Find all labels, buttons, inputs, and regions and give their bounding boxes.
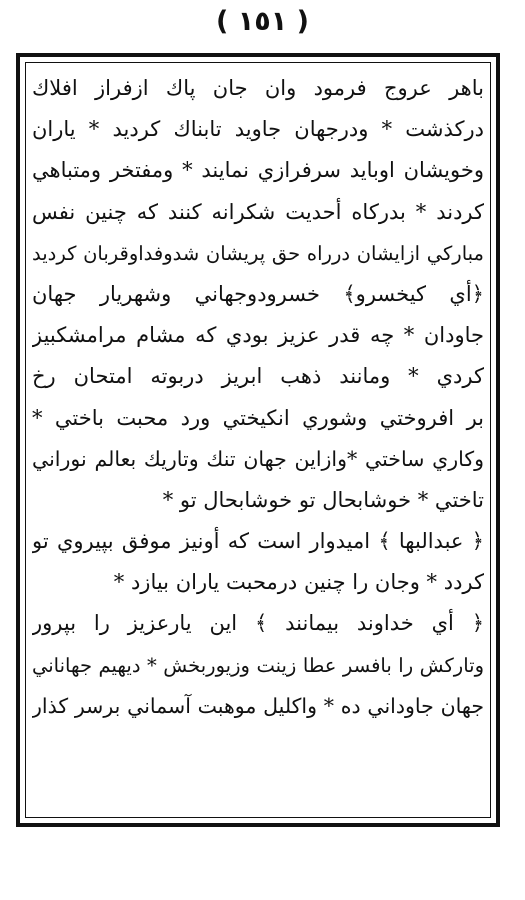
text-line: جاودان * چه قدر عزيز بودي كه مشام مرامشكبيز	[32, 323, 484, 348]
text-line: وخويشان اوبايد سرفرازي نمايند * ومفتخر ومتباهي	[32, 158, 484, 183]
text-line: ﴿أي كيخسرو﴾ خسرودوجهاني وشهريار جهان	[32, 281, 484, 306]
text-line: ﴿ عبدالبها ﴾ اميدوار است كه أونيز موفق بپيروي تو	[32, 529, 484, 554]
text-line: وكاري ساختي *وازاين جهان تنك وتاريك بعالم نوراني	[32, 446, 484, 471]
text-line: بر افروختي وشوري انكيختي ورد محبت باختي *	[32, 405, 484, 430]
text-line: تاختي * خوشابحال تو خوشابحال تو *	[162, 487, 484, 512]
text-line: كردد * وجان را چنين درمحبت ياران بيازد *	[113, 570, 484, 595]
page-number: ( ١٥١ )	[216, 6, 309, 37]
text-line: ﴿ أي خداوند بيمانند ﴾ اين يارعزيز را بپرور	[32, 611, 484, 636]
body-text	[32, 68, 484, 812]
text-line: كردند * بدركاه أحديت شكرانه كنند كه چنين نفس	[32, 199, 484, 224]
text-line: مباركي ازايشان درراه حق پريشان شدوفداوقربان كرديد	[32, 241, 484, 265]
text-line: كردي * ومانند ذهب ابريز دربوته امتحان رخ	[32, 364, 484, 389]
text-line: وتاركش را بافسر عطا زينت وزيوربخش * ديهيم جهاناني	[32, 653, 484, 677]
text-line: باهر عروج فرمود وان جان پاك ازفراز افلاك	[32, 76, 484, 100]
text-line: جهان جاوداني ده * واكليل موهبت آسماني برسر كذار	[32, 693, 484, 718]
text-line: دركذشت * ودرجهان جاويد تابناك كرديد * ياران	[32, 117, 484, 142]
